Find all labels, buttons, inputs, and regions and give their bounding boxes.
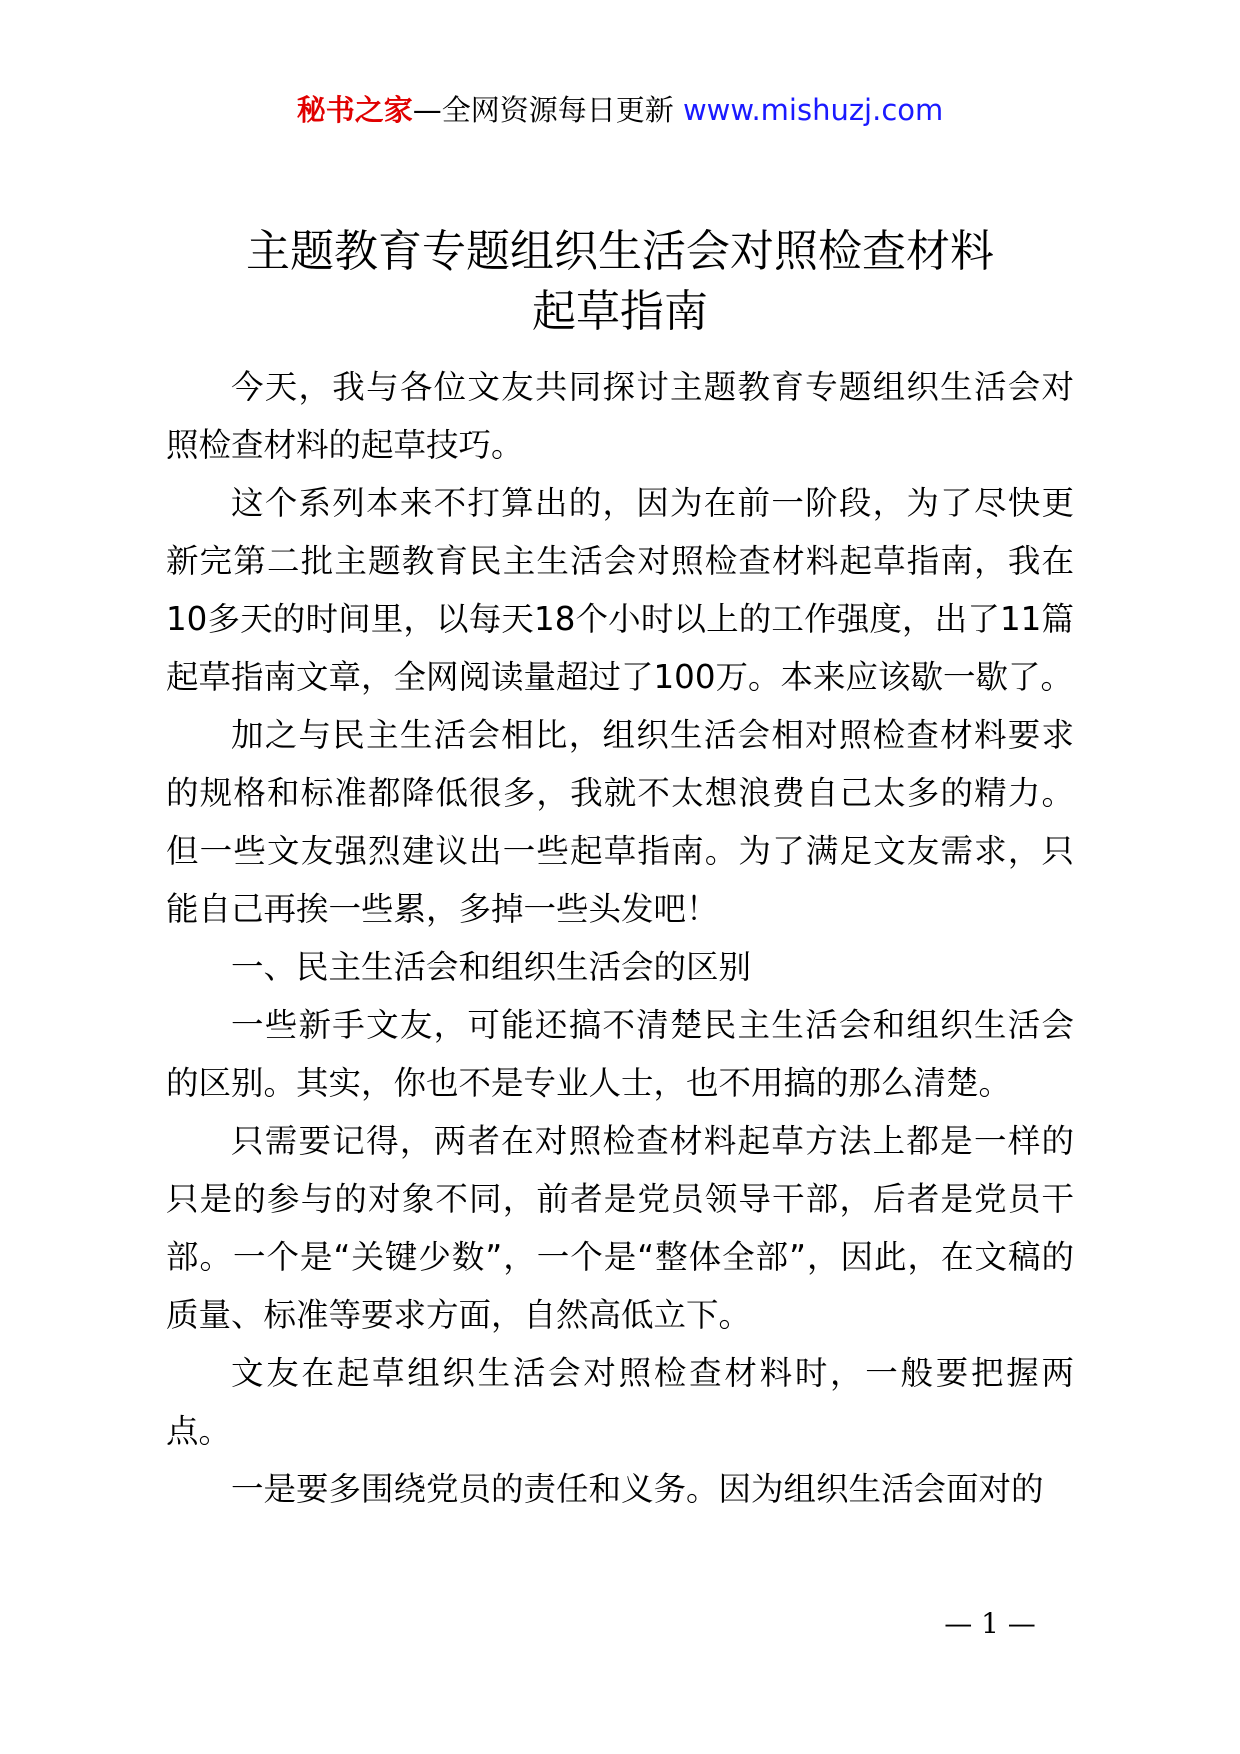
paragraph: 加之与民主生活会相比，组织生活会相对照检查材料要求的规格和标准都降低很多，我就不太想浪费自己太多的精力。但一些文友强烈建议出一些起草指南。为了满足文友需求，只能自己再挨一些累，多掉一些头发吧！: [166, 716, 1074, 928]
paragraph: 今天，我与各位文友共同探讨主题教育专题组织生活会对照检查材料的起草技巧。: [166, 368, 1074, 464]
site-banner: [0, 88, 1240, 132]
paragraph: 一是要多围绕党员的责任和义务。因为组织生活会面对的: [231, 1470, 1044, 1508]
brand-name: 秘书之家: [296, 93, 413, 127]
paragraph: 这个系列本来不打算出的，因为在前一阶段，为了尽快更新完第二批主题教育民主生活会对照检查材料起草指南，我在10多天的时间里，以每天18个小时以上的工作强度，出了11篇起草指南文章，全网阅读量超过了100万。本来应该歇一歇了。: [166, 484, 1074, 696]
title-line-2: 起草指南: [532, 286, 708, 337]
paragraph: 只需要记得，两者在对照检查材料起草方法上都是一样的只是的参与的对象不同，前者是党员领导干部，后者是党员干部。一个是“关键少数”，一个是“整体全部”，因此，在文稿的质量、标准等要求方面，自然高低立下。: [166, 1122, 1074, 1334]
document-title: [0, 222, 1240, 342]
site-url-link[interactable]: www.mishuzj.com: [682, 93, 944, 127]
banner-tagline: —全网资源每日更新: [412, 93, 683, 127]
section-heading: 一、民主生活会和组织生活会的区别: [231, 948, 752, 986]
paragraph: 一些新手文友，可能还搞不清楚民主生活会和组织生活会的区别。其实，你也不是专业人士，也不用搞的那么清楚。: [166, 1006, 1074, 1102]
paragraph: 文友在起草组织生活会对照检查材料时，一般要把握两点。: [166, 1354, 1074, 1450]
title-line-1: 主题教育专题组织生活会对照检查材料: [246, 226, 994, 277]
document-body: [166, 358, 1074, 1518]
page-number: — 1 —: [944, 1607, 1036, 1640]
